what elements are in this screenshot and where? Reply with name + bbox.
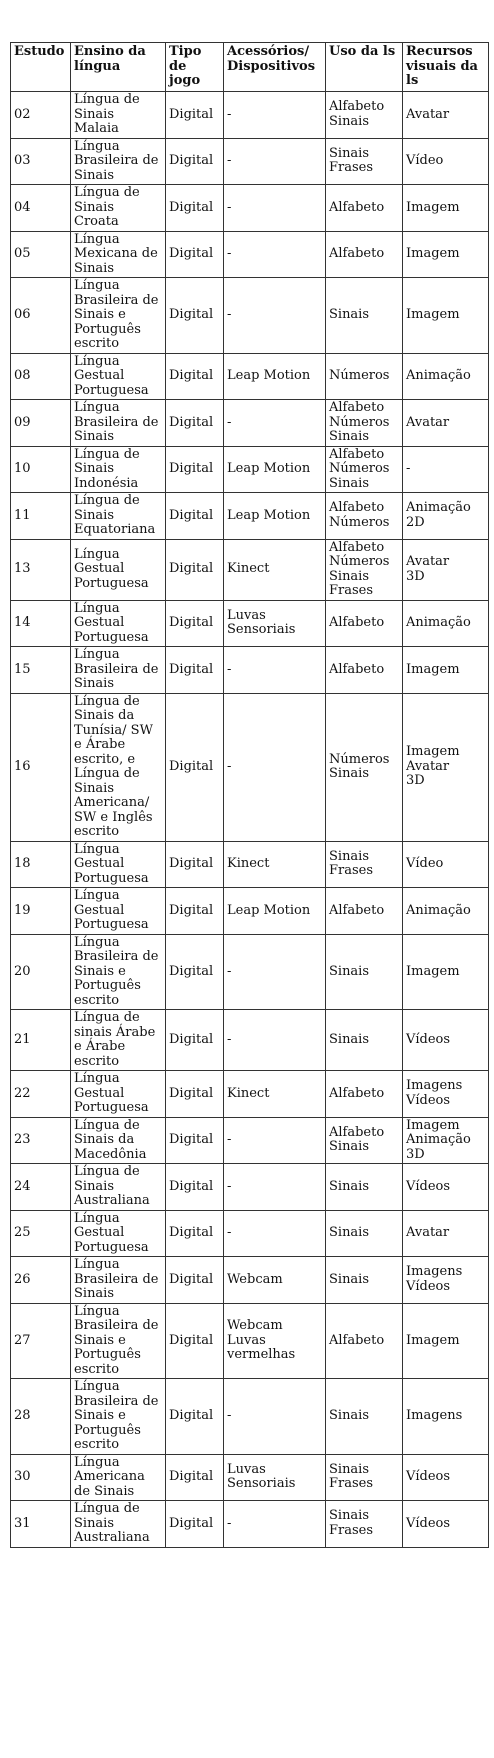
cell-col-recursos-visuais: Imagem	[403, 934, 489, 1010]
table-row	[11, 934, 489, 1010]
cell-col-tipo-jogo: Digital	[166, 1379, 224, 1455]
cell-col-tipo-jogo: Digital	[166, 1071, 224, 1118]
cell-col-estudo: 31	[11, 1501, 71, 1548]
cell-col-tipo-jogo: Digital	[166, 185, 224, 232]
table-row	[11, 1164, 489, 1211]
cell-col-estudo: 03	[11, 138, 71, 185]
cell-col-ensino-lingua: Língua de Sinais Equatoriana	[71, 493, 166, 540]
cell-col-acessorios: -	[224, 647, 326, 694]
cell-col-recursos-visuais: Avatar	[403, 1210, 489, 1257]
cell-col-acessorios: -	[224, 693, 326, 841]
cell-col-tipo-jogo: Digital	[166, 353, 224, 400]
cell-col-recursos-visuais: Imagem Avatar 3D	[403, 693, 489, 841]
cell-col-tipo-jogo: Digital	[166, 446, 224, 493]
cell-col-estudo: 22	[11, 1071, 71, 1118]
cell-col-ensino-lingua: Língua de Sinais da Tunísia/ SW e Árabe escrito, e Língua de Sinais Americana/ SW e Inglês escrito	[71, 693, 166, 841]
cell-col-ensino-lingua: Língua Brasileira de Sinais	[71, 647, 166, 694]
cell-col-uso-ls: Alfabeto Números Sinais Frases	[326, 539, 403, 600]
cell-col-ensino-lingua: Língua Gestual Portuguesa	[71, 1210, 166, 1257]
cell-col-uso-ls: Sinais	[326, 1210, 403, 1257]
cell-col-ensino-lingua: Língua de Sinais Australiana	[71, 1501, 166, 1548]
cell-col-tipo-jogo: Digital	[166, 1303, 224, 1379]
cell-col-ensino-lingua: Língua de Sinais Malaia	[71, 92, 166, 139]
table-row	[11, 446, 489, 493]
cell-col-estudo: 25	[11, 1210, 71, 1257]
cell-col-recursos-visuais: Imagem	[403, 647, 489, 694]
cell-col-tipo-jogo: Digital	[166, 138, 224, 185]
cell-col-tipo-jogo: Digital	[166, 539, 224, 600]
cell-col-estudo: 11	[11, 493, 71, 540]
cell-col-estudo: 16	[11, 693, 71, 841]
cell-col-acessorios: Luvas Sensoriais	[224, 1454, 326, 1501]
table-row	[11, 353, 489, 400]
cell-col-tipo-jogo: Digital	[166, 92, 224, 139]
cell-col-recursos-visuais: Animação	[403, 600, 489, 647]
table-row	[11, 1010, 489, 1071]
cell-col-tipo-jogo: Digital	[166, 231, 224, 278]
cell-col-uso-ls: Números	[326, 353, 403, 400]
cell-col-tipo-jogo: Digital	[166, 1257, 224, 1304]
cell-col-tipo-jogo: Digital	[166, 888, 224, 935]
cell-col-ensino-lingua: Língua Brasileira de Sinais e Português escrito	[71, 278, 166, 354]
cell-col-estudo: 09	[11, 400, 71, 447]
cell-col-uso-ls: Sinais Frases	[326, 1454, 403, 1501]
cell-col-tipo-jogo: Digital	[166, 693, 224, 841]
cell-col-recursos-visuais: Imagem	[403, 185, 489, 232]
cell-col-estudo: 10	[11, 446, 71, 493]
cell-col-tipo-jogo: Digital	[166, 400, 224, 447]
cell-col-uso-ls: Alfabeto Sinais	[326, 1117, 403, 1164]
cell-col-uso-ls: Alfabeto	[326, 231, 403, 278]
cell-col-acessorios: Kinect	[224, 841, 326, 888]
table-row	[11, 539, 489, 600]
cell-col-acessorios: -	[224, 1010, 326, 1071]
cell-col-estudo: 18	[11, 841, 71, 888]
cell-col-uso-ls: Sinais	[326, 1379, 403, 1455]
cell-col-recursos-visuais: Avatar	[403, 92, 489, 139]
cell-col-acessorios: Leap Motion	[224, 888, 326, 935]
cell-col-recursos-visuais: Imagens Vídeos	[403, 1071, 489, 1118]
table-body	[11, 92, 489, 1548]
table-row	[11, 647, 489, 694]
table-header	[11, 43, 489, 92]
cell-col-acessorios: -	[224, 1164, 326, 1211]
cell-col-estudo: 05	[11, 231, 71, 278]
cell-col-estudo: 30	[11, 1454, 71, 1501]
header-col-uso-ls: Uso da ls	[326, 43, 403, 92]
cell-col-uso-ls: Alfabeto	[326, 185, 403, 232]
cell-col-recursos-visuais: -	[403, 446, 489, 493]
cell-col-ensino-lingua: Língua de sinais Árabe e Árabe escrito	[71, 1010, 166, 1071]
cell-col-tipo-jogo: Digital	[166, 600, 224, 647]
cell-col-uso-ls: Alfabeto Números Sinais	[326, 446, 403, 493]
cell-col-uso-ls: Sinais Frases	[326, 1501, 403, 1548]
cell-col-estudo: 13	[11, 539, 71, 600]
cell-col-recursos-visuais: Avatar	[403, 400, 489, 447]
table-row	[11, 278, 489, 354]
cell-col-recursos-visuais: Animação	[403, 353, 489, 400]
cell-col-estudo: 24	[11, 1164, 71, 1211]
header-col-recursos-visuais: Recursos visuais da ls	[403, 43, 489, 92]
cell-col-acessorios: -	[224, 92, 326, 139]
cell-col-acessorios: Kinect	[224, 1071, 326, 1118]
cell-col-uso-ls: Números Sinais	[326, 693, 403, 841]
header-col-ensino-lingua: Ensino da língua	[71, 43, 166, 92]
cell-col-uso-ls: Sinais	[326, 1164, 403, 1211]
cell-col-ensino-lingua: Língua Americana de Sinais	[71, 1454, 166, 1501]
table-row	[11, 888, 489, 935]
table-row	[11, 693, 489, 841]
cell-col-estudo: 26	[11, 1257, 71, 1304]
cell-col-uso-ls: Sinais	[326, 1010, 403, 1071]
cell-col-tipo-jogo: Digital	[166, 934, 224, 1010]
cell-col-acessorios: -	[224, 278, 326, 354]
table-row	[11, 185, 489, 232]
cell-col-ensino-lingua: Língua Brasileira de Sinais	[71, 400, 166, 447]
cell-col-ensino-lingua: Língua Brasileira de Sinais e Português escrito	[71, 934, 166, 1010]
cell-col-acessorios: -	[224, 1117, 326, 1164]
cell-col-tipo-jogo: Digital	[166, 1210, 224, 1257]
header-col-tipo-jogo: Tipo de jogo	[166, 43, 224, 92]
cell-col-acessorios: Leap Motion	[224, 353, 326, 400]
cell-col-recursos-visuais: Vídeo	[403, 841, 489, 888]
table-row	[11, 841, 489, 888]
cell-col-tipo-jogo: Digital	[166, 1117, 224, 1164]
cell-col-recursos-visuais: Animação	[403, 888, 489, 935]
cell-col-ensino-lingua: Língua Brasileira de Sinais e Português escrito	[71, 1303, 166, 1379]
table-row	[11, 92, 489, 139]
cell-col-recursos-visuais: Vídeos	[403, 1501, 489, 1548]
cell-col-acessorios: Webcam Luvas vermelhas	[224, 1303, 326, 1379]
cell-col-tipo-jogo: Digital	[166, 278, 224, 354]
cell-col-estudo: 15	[11, 647, 71, 694]
table-row	[11, 600, 489, 647]
cell-col-recursos-visuais: Animação 2D	[403, 493, 489, 540]
cell-col-ensino-lingua: Língua Gestual Portuguesa	[71, 841, 166, 888]
cell-col-uso-ls: Sinais	[326, 934, 403, 1010]
cell-col-acessorios: -	[224, 1501, 326, 1548]
cell-col-recursos-visuais: Vídeos	[403, 1164, 489, 1211]
cell-col-acessorios: Kinect	[224, 539, 326, 600]
cell-col-recursos-visuais: Imagem	[403, 1303, 489, 1379]
cell-col-recursos-visuais: Vídeos	[403, 1454, 489, 1501]
cell-col-recursos-visuais: Avatar 3D	[403, 539, 489, 600]
cell-col-recursos-visuais: Imagens Vídeos	[403, 1257, 489, 1304]
cell-col-estudo: 20	[11, 934, 71, 1010]
table-row	[11, 1501, 489, 1548]
table-row	[11, 1210, 489, 1257]
cell-col-estudo: 02	[11, 92, 71, 139]
cell-col-estudo: 21	[11, 1010, 71, 1071]
header-col-estudo: Estudo	[11, 43, 71, 92]
cell-col-estudo: 14	[11, 600, 71, 647]
cell-col-acessorios: -	[224, 934, 326, 1010]
cell-col-ensino-lingua: Língua de Sinais da Macedônia	[71, 1117, 166, 1164]
cell-col-uso-ls: Alfabeto Números Sinais	[326, 400, 403, 447]
cell-col-estudo: 23	[11, 1117, 71, 1164]
cell-col-acessorios: Leap Motion	[224, 446, 326, 493]
cell-col-tipo-jogo: Digital	[166, 1164, 224, 1211]
table-row	[11, 1303, 489, 1379]
cell-col-ensino-lingua: Língua Brasileira de Sinais	[71, 1257, 166, 1304]
cell-col-ensino-lingua: Língua Gestual Portuguesa	[71, 1071, 166, 1118]
cell-col-acessorios: Luvas Sensoriais	[224, 600, 326, 647]
cell-col-ensino-lingua: Língua Brasileira de Sinais e Português escrito	[71, 1379, 166, 1455]
cell-col-tipo-jogo: Digital	[166, 1501, 224, 1548]
table-row	[11, 1454, 489, 1501]
studies-table	[10, 42, 489, 1548]
cell-col-acessorios: -	[224, 231, 326, 278]
cell-col-estudo: 08	[11, 353, 71, 400]
cell-col-uso-ls: Alfabeto Números	[326, 493, 403, 540]
cell-col-estudo: 06	[11, 278, 71, 354]
cell-col-tipo-jogo: Digital	[166, 841, 224, 888]
cell-col-uso-ls: Sinais	[326, 278, 403, 354]
cell-col-ensino-lingua: Língua de Sinais Indonésia	[71, 446, 166, 493]
cell-col-estudo: 28	[11, 1379, 71, 1455]
cell-col-ensino-lingua: Língua Gestual Portuguesa	[71, 353, 166, 400]
cell-col-recursos-visuais: Imagens	[403, 1379, 489, 1455]
cell-col-recursos-visuais: Imagem	[403, 278, 489, 354]
cell-col-tipo-jogo: Digital	[166, 647, 224, 694]
header-row	[11, 43, 489, 92]
cell-col-acessorios: -	[224, 1379, 326, 1455]
cell-col-uso-ls: Alfabeto Sinais	[326, 92, 403, 139]
cell-col-ensino-lingua: Língua Mexicana de Sinais	[71, 231, 166, 278]
cell-col-tipo-jogo: Digital	[166, 493, 224, 540]
cell-col-ensino-lingua: Língua Gestual Portuguesa	[71, 539, 166, 600]
table-row	[11, 400, 489, 447]
cell-col-estudo: 19	[11, 888, 71, 935]
cell-col-uso-ls: Sinais Frases	[326, 138, 403, 185]
header-col-acessorios: Acessórios/ Dispositivos	[224, 43, 326, 92]
cell-col-uso-ls: Sinais	[326, 1257, 403, 1304]
cell-col-acessorios: Webcam	[224, 1257, 326, 1304]
table-row	[11, 231, 489, 278]
cell-col-recursos-visuais: Vídeos	[403, 1010, 489, 1071]
cell-col-uso-ls: Alfabeto	[326, 888, 403, 935]
table-row	[11, 1257, 489, 1304]
cell-col-ensino-lingua: Língua Gestual Portuguesa	[71, 888, 166, 935]
table-row	[11, 138, 489, 185]
cell-col-ensino-lingua: Língua de Sinais Croata	[71, 185, 166, 232]
cell-col-ensino-lingua: Língua Gestual Portuguesa	[71, 600, 166, 647]
cell-col-recursos-visuais: Imagem Animação 3D	[403, 1117, 489, 1164]
table-row	[11, 1117, 489, 1164]
cell-col-ensino-lingua: Língua Brasileira de Sinais	[71, 138, 166, 185]
cell-col-estudo: 27	[11, 1303, 71, 1379]
cell-col-acessorios: -	[224, 400, 326, 447]
cell-col-acessorios: Leap Motion	[224, 493, 326, 540]
cell-col-ensino-lingua: Língua de Sinais Australiana	[71, 1164, 166, 1211]
cell-col-uso-ls: Alfabeto	[326, 1303, 403, 1379]
table-row	[11, 1071, 489, 1118]
cell-col-tipo-jogo: Digital	[166, 1454, 224, 1501]
cell-col-acessorios: -	[224, 185, 326, 232]
cell-col-acessorios: -	[224, 1210, 326, 1257]
cell-col-estudo: 04	[11, 185, 71, 232]
cell-col-uso-ls: Alfabeto	[326, 1071, 403, 1118]
table-row	[11, 1379, 489, 1455]
cell-col-acessorios: -	[224, 138, 326, 185]
table-row	[11, 493, 489, 540]
cell-col-uso-ls: Alfabeto	[326, 647, 403, 694]
cell-col-recursos-visuais: Vídeo	[403, 138, 489, 185]
cell-col-uso-ls: Alfabeto	[326, 600, 403, 647]
cell-col-tipo-jogo: Digital	[166, 1010, 224, 1071]
cell-col-uso-ls: Sinais Frases	[326, 841, 403, 888]
cell-col-recursos-visuais: Imagem	[403, 231, 489, 278]
